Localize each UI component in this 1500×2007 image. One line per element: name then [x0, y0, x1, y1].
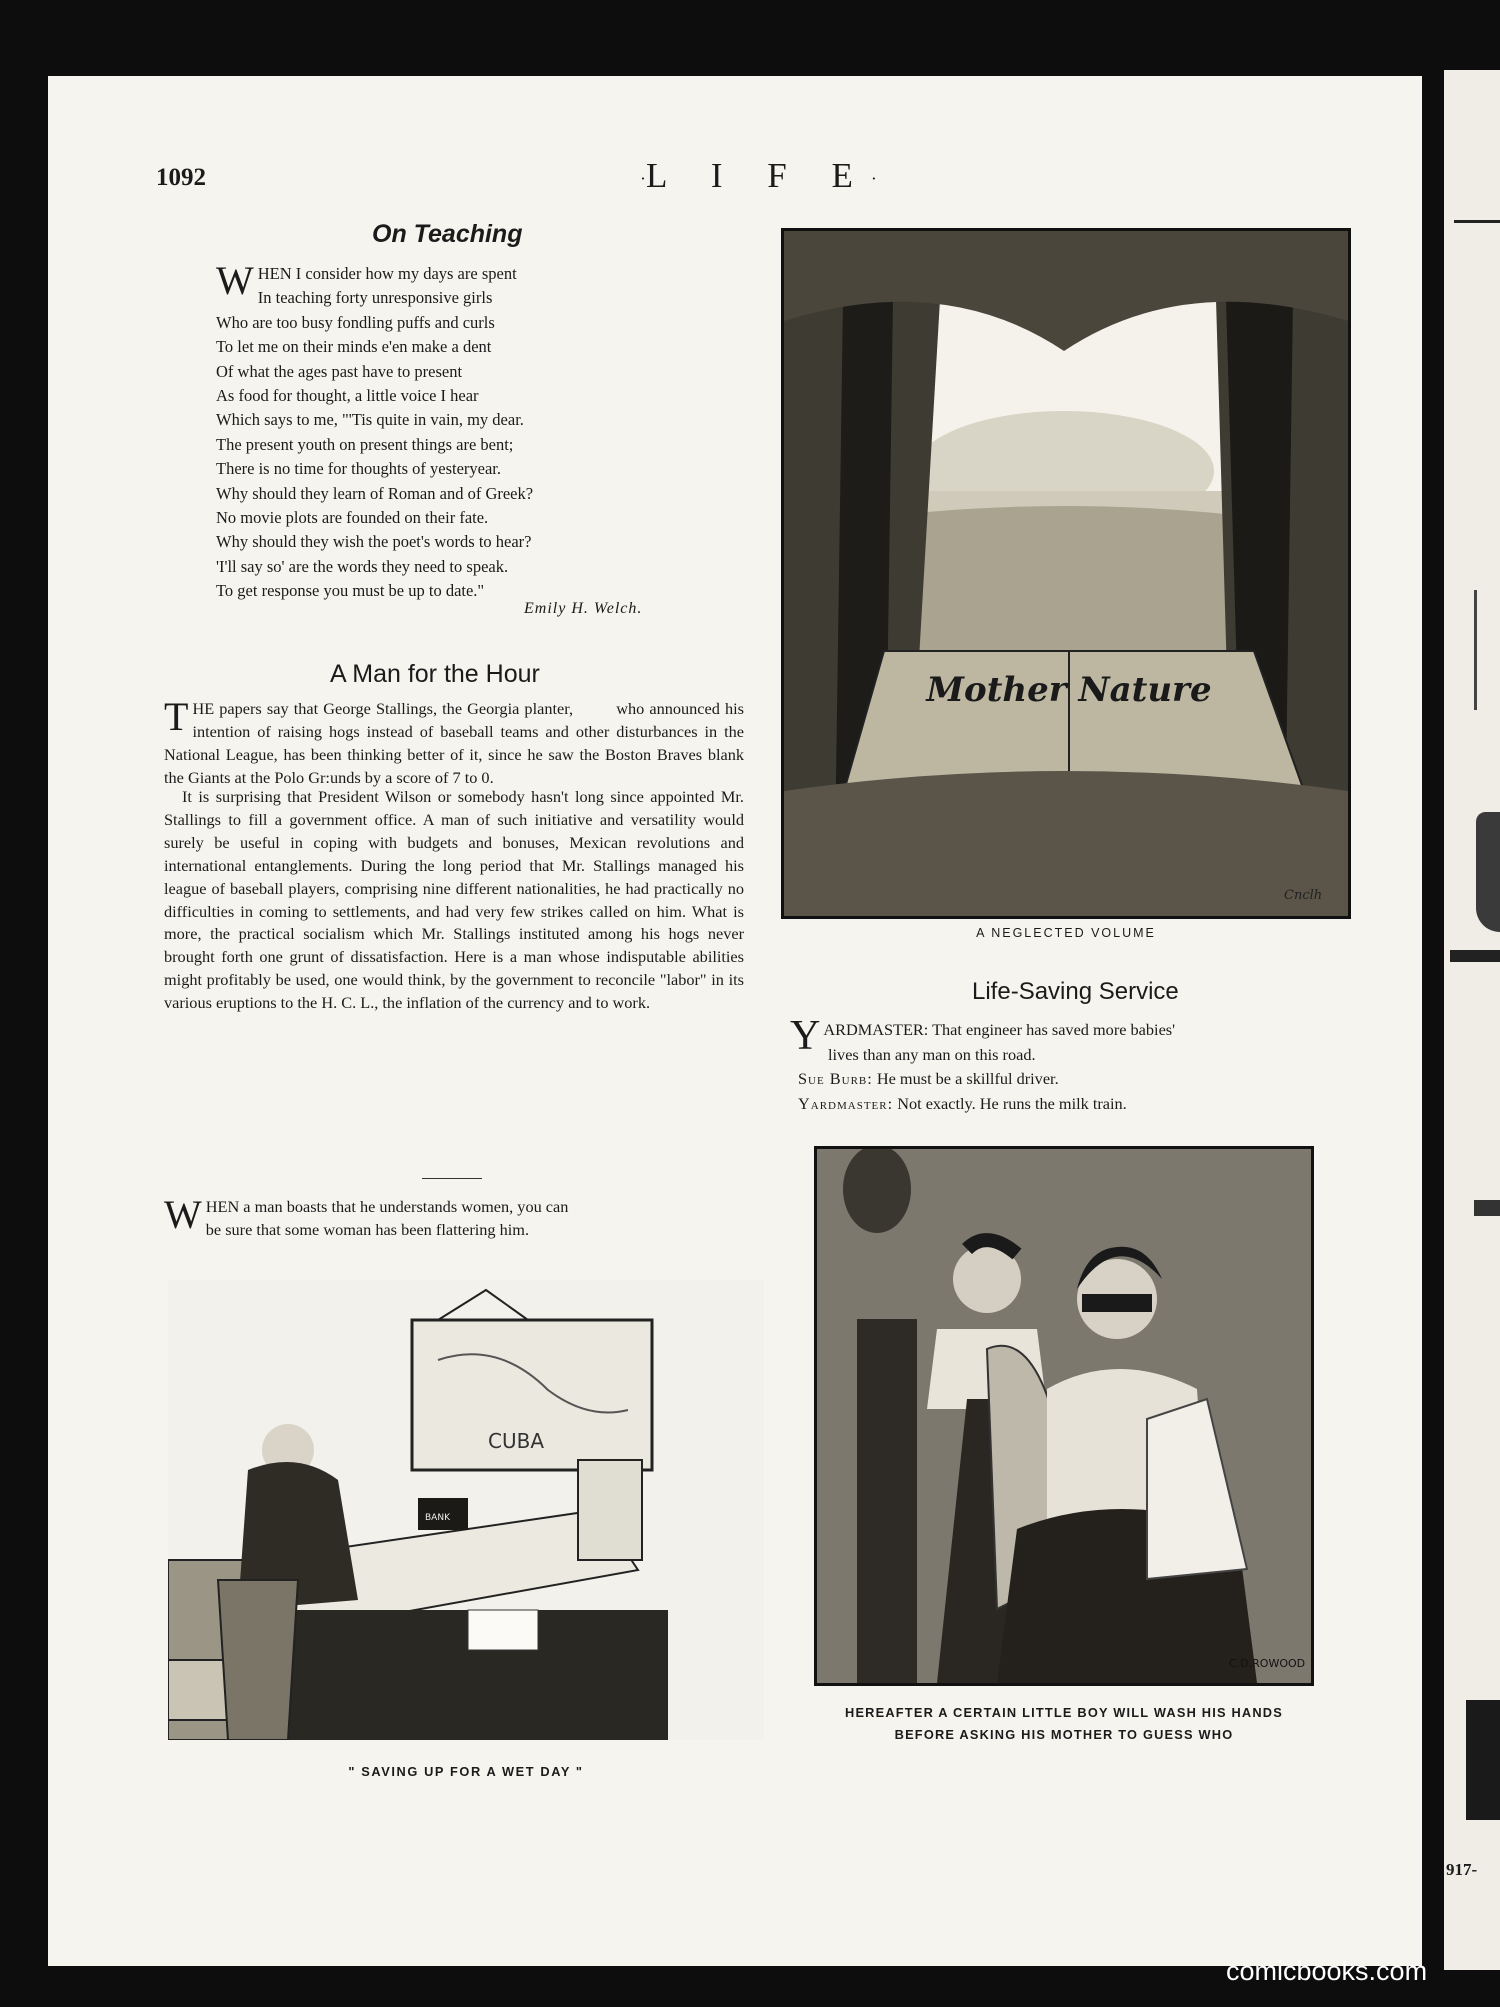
- masthead-dot-left-icon: ·: [640, 168, 646, 189]
- quip-dropcap: W: [164, 1192, 202, 1237]
- poem-title: On Teaching: [372, 220, 523, 248]
- poem-line: Why should they learn of Roman and of Greek?: [216, 483, 534, 503]
- dialogue-line: [790, 1067, 1358, 1092]
- saving-up-illustration: [168, 1280, 764, 1740]
- dialogue-dropcap: Y: [790, 1013, 821, 1059]
- dialogue-speaker: Sue Burb:: [798, 1069, 873, 1088]
- landscape-drawing: [784, 231, 1348, 916]
- article-first-line: HE papers say that George Stallings, the Georgia planter,: [192, 699, 574, 718]
- sketch-title: Life-Saving Service: [972, 978, 1179, 1005]
- poem-line: The present youth on present things are bent;: [216, 434, 514, 454]
- neglected-volume-illustration: [781, 228, 1351, 919]
- adjacent-figure: [1476, 812, 1500, 932]
- dialogue-text: He must be a skillful driver.: [876, 1069, 1059, 1088]
- map-label: CUBA: [488, 1429, 545, 1453]
- poem-line: 'I'll say so' are the words they need to speak.: [216, 556, 509, 576]
- caption-line-1: HEREAFTER A CERTAIN LITTLE BOY WILL WASH HIS HANDS: [845, 1705, 1283, 1720]
- watermark: comicbooks.com: [1226, 1956, 1428, 1986]
- poem-line: No movie plots are founded on their fate.: [216, 508, 489, 528]
- illustration-caption: [814, 1702, 1314, 1746]
- poem-dropcap: W: [216, 258, 254, 303]
- poem-line: Why should they wish the poet's words to hear?: [216, 532, 532, 552]
- poem-author: Emily H. Welch.: [524, 600, 643, 617]
- adjacent-bar: [1474, 1200, 1500, 1216]
- poem-line: In teaching forty unresponsive girls: [257, 288, 493, 308]
- adjacent-bar: [1450, 950, 1500, 962]
- dialogue-text: That engineer has saved more babies': [932, 1020, 1176, 1039]
- poem-line: Which says to me, "'Tis quite in vain, my dear.: [216, 410, 524, 430]
- quip-text: be sure that some woman has been flattering him.: [205, 1219, 530, 1239]
- page-number: 1092: [156, 164, 206, 191]
- bank-label: BANK: [425, 1513, 450, 1523]
- masthead: [640, 156, 877, 196]
- poem-line: Of what the ages past have to present: [216, 361, 463, 381]
- quip-paragraph: [164, 1192, 744, 1242]
- book-title-text: Mother Nature: [926, 670, 1212, 710]
- dialogue-text: Not exactly. He runs the milk train.: [897, 1094, 1127, 1113]
- poem-body: [216, 258, 692, 604]
- article-dropcap: T: [164, 694, 189, 739]
- dialogue-speaker: Yardmaster:: [798, 1094, 894, 1113]
- illustration-caption: " SAVING UP FOR A WET DAY ": [348, 1764, 584, 1779]
- dialogue-speaker: ARDMASTER:: [823, 1020, 929, 1039]
- poem-line: As food for thought, a little voice I hear: [216, 386, 479, 406]
- caption-line-2: BEFORE ASKING HIS MOTHER TO GUESS WHO: [894, 1727, 1234, 1742]
- article-text: who announced his intention of raising hogs instead of baseball teams and other disturbances in the National League, has been thinking better of it, since he saw the Boston Braves blank the Giants at the Polo Gr:unds by a score of 7 to 0.: [164, 699, 744, 787]
- adjacent-page-number: 917-: [1446, 1860, 1478, 1879]
- artist-signature: C.D.ROWOOD: [1229, 1657, 1306, 1670]
- poem-line: HEN I consider how my days are spent: [257, 264, 517, 283]
- adjacent-letter-fragment: [1466, 1700, 1500, 1820]
- poem-line: There is no time for thoughts of yesteryear.: [216, 459, 502, 479]
- article-paragraph: It is surprising that President Wilson or somebody hasn't long since appointed Mr. Stallings to fill a government office. A man of such initiative and versatility would surely be useful in coping with budgets and bonuses, Mexican revolutions and international entanglements. During the long period that Mr. Stallings managed his league of baseball players, comprising nine different nationalities, he had practically no difficulties in coming to settlements, and had very few strikes called on him. What is more, the practical socialism which Mr. Stallings instituted among his hogs never brought forth one grunt of dissatisfaction. Here is a man whose indisputable abilities might profitably be used, one would think, by the government to reconcile "labor" in its various eruptions to the H. C. L., the inflation of the currency and to work.: [164, 787, 744, 1013]
- adjacent-page: [1444, 70, 1500, 1970]
- poem-line: To let me on their minds e'en make a dent: [216, 337, 492, 357]
- desk-drawing: [168, 1280, 764, 1740]
- adjacent-rule: [1454, 220, 1500, 223]
- poem-line: To get response you must be up to date.": [216, 581, 485, 601]
- artist-signature: Cnclh: [1284, 888, 1323, 903]
- dialogue-line: [790, 1013, 1350, 1067]
- dialogue-line: [790, 1092, 1358, 1117]
- poem-line: Who are too busy fondling puffs and curls: [216, 312, 495, 332]
- mother-drawing: [817, 1149, 1311, 1683]
- illustration-caption: A NEGLECTED VOLUME: [976, 926, 1156, 940]
- section-divider: [422, 1178, 482, 1179]
- article-title: A Man for the Hour: [330, 660, 540, 688]
- masthead-title: L I F E: [646, 156, 871, 195]
- mother-guess-who-illustration: [814, 1146, 1314, 1686]
- adjacent-illustration-fragment: [1474, 590, 1500, 710]
- quip-first-line: HEN a man boasts that he understands women, you can: [205, 1197, 569, 1216]
- dialogue-text-cont: lives than any man on this road.: [828, 1044, 1036, 1064]
- article-paragraph: [164, 694, 744, 790]
- masthead-dot-right-icon: ·: [870, 168, 877, 189]
